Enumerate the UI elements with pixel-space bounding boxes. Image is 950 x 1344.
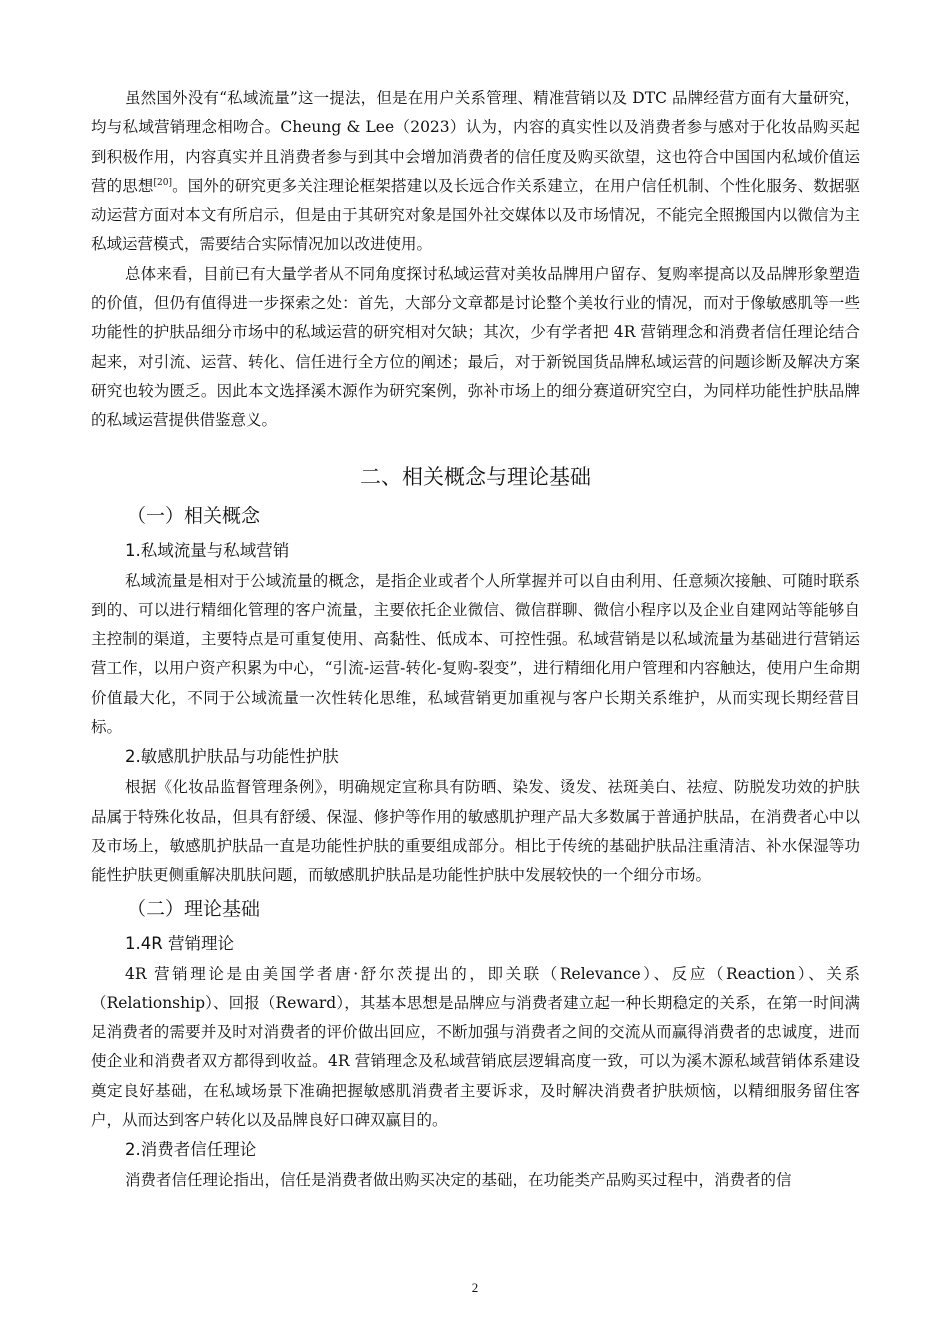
page-body <box>91 84 860 1196</box>
subsection-heading-private-traffic: 1.私域流量与私域营销 <box>125 540 290 560</box>
paragraph-summary: 总体来看，目前已有大量学者从不同角度探讨私域运营对美妆品牌用户留存、复购率提高以及品牌形象塑造的价值，但仍有值得进一步探索之处：首先，大部分文章都是讨论整个美妆行业的情况，而对于像敏感肌等一些功能性的护肤品细分市场中的私域运营的研究相对欠缺；其次，少有学者把 4R 营销理念和消费者信任理论结合起来，对引流、运营、转化、信任进行全方位的阐述；最后，对于新锐国货品牌私域运营的问题诊断及解决方案研究也较为匮乏。因此本文选择溪木源作为研究案例，弥补市场上的细分赛道研究空白，为同样功能性护肤品牌的私域运营提供借鉴意义。 <box>91 264 860 430</box>
paragraph-foreign-research <box>91 84 860 260</box>
subsection-heading-consumer-trust: 2.消费者信任理论 <box>125 1140 257 1160</box>
paragraph-consumer-trust: 消费者信任理论指出，信任是消费者做出购买决定的基础，在功能类产品购买过程中，消费者的信 <box>125 1171 792 1190</box>
page-number: 2 <box>471 1280 479 1295</box>
paragraph-text: 虽然国外没有“私域流量”这一提法，但是在用户关系管理、精准营销以及 DTC 品牌经营方面有大量研究，均与私域营销理念相吻合。Cheung & Lee（2023）认为，内容的真实性以及消费者参与感对于化妆品购买起到积极作用，内容真实并且消费者参与到其中会增加消费者的信任度及购买欲望，这也符合中国国内私域价值运营的思想 <box>91 89 860 195</box>
paragraph-text: 。国外的研究更多关注理论框架搭建以及长远合作关系建立，在用户信任机制、个性化服务、数据驱动运营方面对本文有所启示，但是由于其研究对象是国外社交媒体以及市场情况，不能完全照搬国内以微信为主私域运营模式，需要结合实际情况加以改进使用。 <box>91 176 860 254</box>
paragraph-4r-theory: 4R 营销理论是由美国学者唐·舒尔茨提出的，即关联（Relevance）、反应（Reaction）、关系（Relationship）、回报（Reward），其基本思想是品牌应与消费者建立起一种长期稳定的关系，在第一时间满足消费者的需要并及时对消费者的评价做出回应，不断加强与消费者之间的交流从而赢得消费者的忠诚度，进而使企业和消费者双方都得到收益。4R 营销理念及私域营销底层逻辑高度一致，可以为溪木源私域营销体系建设奠定良好基础，在私域场景下准确把握敏感肌消费者主要诉求，及时解决消费者护肤烦恼，以精细服务留住客户，从而达到客户转化以及品牌良好口碑双赢目的。 <box>91 964 860 1130</box>
citation-reference: [20] <box>153 177 173 188</box>
section-heading-theory: （二）理论基础 <box>127 897 261 920</box>
subsection-heading-4r-theory: 1.4R 营销理论 <box>125 933 234 953</box>
chapter-heading: 二、相关概念与理论基础 <box>360 464 591 489</box>
subsection-heading-sensitive-skincare: 2.敏感肌护肤品与功能性护肤 <box>125 747 339 767</box>
paragraph-sensitive-skincare: 根据《化妆品监督管理条例》，明确规定宣称具有防晒、染发、烫发、祛斑美白、祛痘、防脱发功效的护肤品属于特殊化妆品，但具有舒缓、保湿、修护等作用的敏感肌护理产品大多数属于普通护肤品，在消费者心中以及市场上，敏感肌护肤品一直是功能性护肤的重要组成部分。相比于传统的基础护肤品注重清洁、补水保湿等功能性护肤更侧重解决肌肤问题，而敏感肌护肤品是功能性护肤中发展较快的一个细分市场。 <box>91 778 860 885</box>
section-heading-concepts: （一）相关概念 <box>127 504 261 527</box>
paragraph-private-traffic: 私域流量是相对于公域流量的概念，是指企业或者个人所掌握并可以自由利用、任意频次接触、可随时联系到的、可以进行精细化管理的客户流量，主要依托企业微信、微信群聊、微信小程序以及企业自建网站等能够自主控制的渠道，主要特点是可重复使用、高黏性、低成本、可控性强。私域营销是以私域流量为基础进行营销运营工作，以用户资产积累为中心，“引流-运营-转化-复购-裂变”，进行精细化用户管理和内容触达，使用户生命期价值最大化，不同于公域流量一次性转化思维，私域营销更加重视与客户长期关系维护，从而实现长期经营目标。 <box>91 571 860 737</box>
